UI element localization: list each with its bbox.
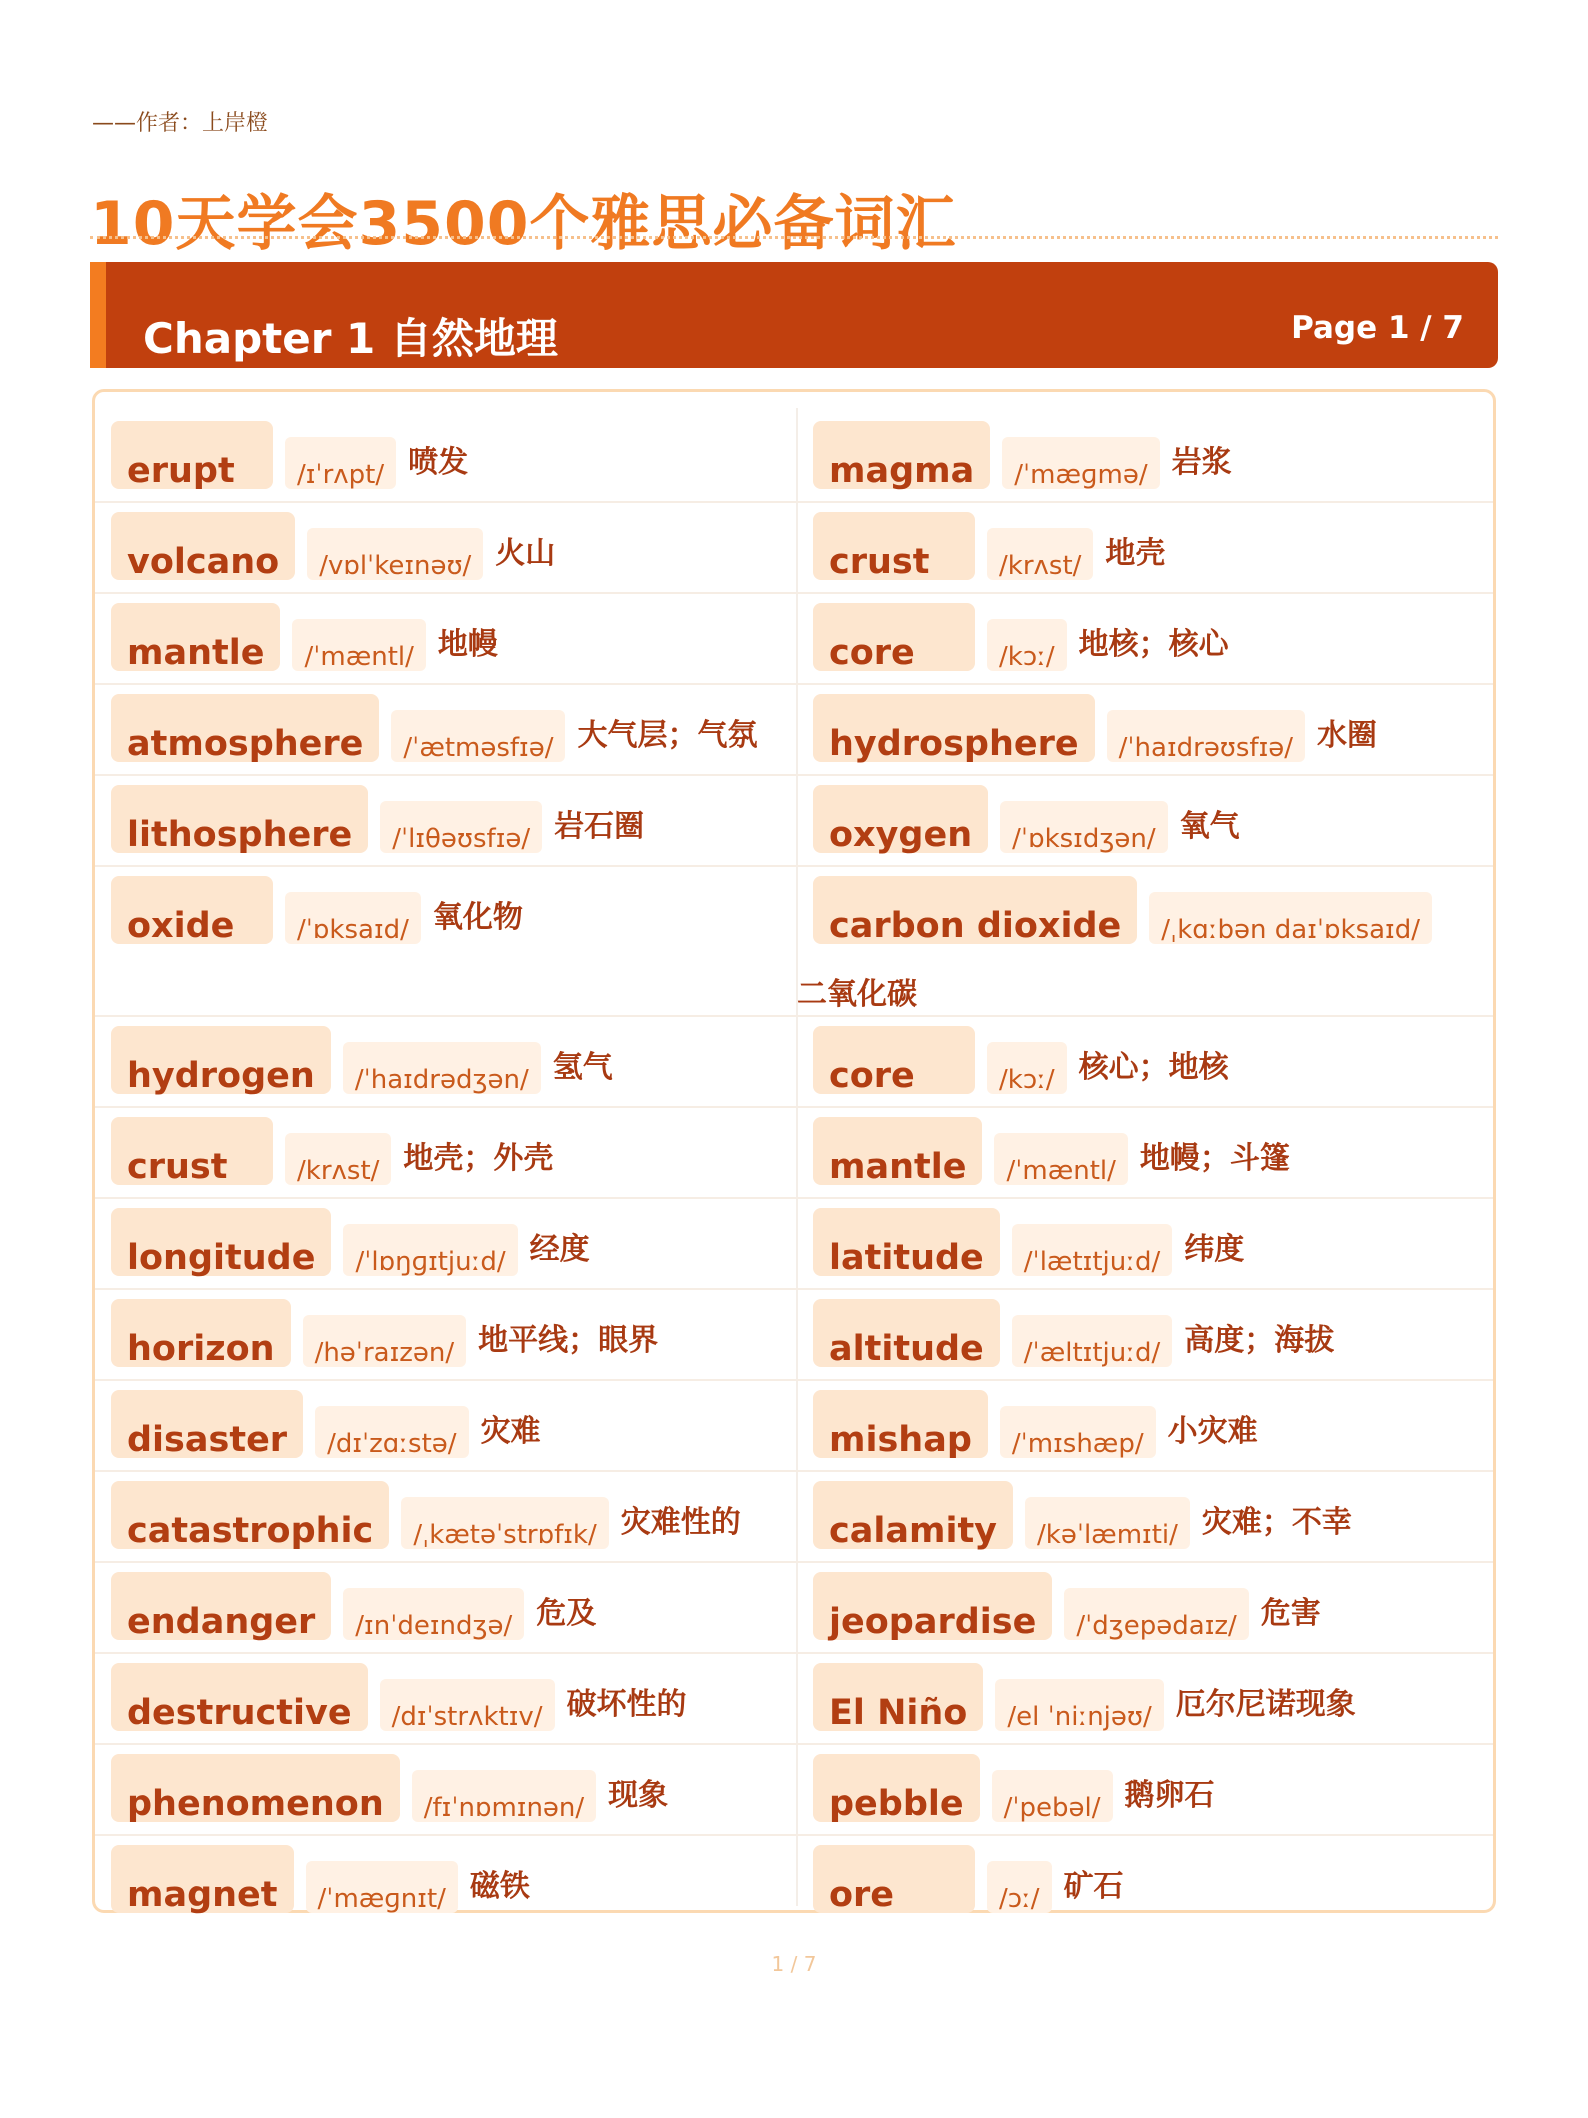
entry-line [813,1299,1334,1367]
vocab-word: volcano [111,512,295,580]
vocab-entry-left [95,592,795,683]
chinese-meaning: 破坏性的 [566,1687,687,1722]
chinese-meaning: 灾难；不幸 [1201,1505,1352,1540]
chinese-meaning: 氧化物 [432,900,523,935]
entry-line [813,1663,1356,1731]
entry-line [111,421,468,489]
vocab-entry-left [95,1106,795,1197]
vocab-word: oxygen [813,785,988,853]
vocab-word: mantle [813,1117,982,1185]
vocab-row [95,1106,1493,1199]
chapter-accent-bar [90,262,106,368]
entry-line [813,876,1432,944]
vocab-entry-right [797,1106,1493,1197]
entry-line [111,1390,541,1458]
entry-line [111,1572,596,1640]
entry-line [111,1208,590,1276]
entry-line [111,785,644,853]
entry-line [813,1845,1124,1913]
vocabulary-table [92,389,1496,1913]
phonetic-transcription: /kɔː/ [987,619,1067,671]
chinese-meaning: 地幔；斗篷 [1139,1141,1290,1176]
entry-line [813,1026,1229,1094]
chinese-meaning: 大气层；气氛 [577,718,758,753]
chinese-meaning: 磁铁 [469,1869,530,1904]
vocab-word: core [813,603,975,671]
vocab-row [95,865,1493,1017]
entry-line [111,1754,668,1822]
phonetic-transcription: /ɪnˈdeɪndʒə/ [343,1588,524,1640]
phonetic-transcription: /ˈæltɪtjuːd/ [1012,1315,1172,1367]
vocab-word: crust [813,512,975,580]
chinese-meaning: 经度 [529,1232,590,1267]
phonetic-transcription: /ˈmæntl/ [994,1133,1127,1185]
phonetic-transcription: /ˈmɪshæp/ [1000,1406,1156,1458]
chinese-meaning: 危及 [536,1596,597,1631]
vocab-row [95,1379,1493,1472]
vocab-entry-right [797,1743,1493,1834]
chinese-meaning: 地幔 [437,627,498,662]
phonetic-transcription: /ˈhaɪdrədʒən/ [343,1042,541,1094]
phonetic-transcription: /ˈmæɡnɪt/ [306,1861,458,1913]
entry-line [813,785,1240,853]
entry-line [813,603,1229,671]
vocab-row [95,501,1493,594]
entry-line [111,512,555,580]
chinese-meaning: 灾难性的 [620,1505,741,1540]
vocab-entry-right [797,1470,1493,1561]
chinese-meaning: 鹅卵石 [1124,1778,1215,1813]
entry-line [813,512,1165,580]
chinese-meaning: 岩石圈 [554,809,645,844]
phonetic-transcription: /dɪˈzɑːstə/ [315,1406,468,1458]
entry-line [813,421,1232,489]
phonetic-transcription: /ˈpebəl/ [992,1770,1113,1822]
phonetic-transcription: /vɒlˈkeɪnəʊ/ [307,528,483,580]
vocab-entry-right [797,1015,1493,1106]
phonetic-transcription: /el ˈniːnjəʊ/ [995,1679,1163,1731]
vocab-entry-right [797,1834,1493,1915]
vocab-entry-left [95,865,795,1015]
vocab-row [95,1743,1493,1836]
vocab-entry-left [95,1834,795,1915]
entry-line [813,1481,1352,1549]
vocab-entry-left [95,1288,795,1379]
phonetic-transcription: /ˈmæɡmə/ [1002,437,1159,489]
entry-line [111,1117,553,1185]
entry-line [813,1572,1321,1640]
vocab-entry-right [797,1197,1493,1288]
entry-line [111,1663,687,1731]
entry-line [813,1390,1258,1458]
vocab-word: hydrosphere [813,694,1095,762]
page-footer: 1 / 7 [771,1952,817,1976]
vocab-word: destructive [111,1663,368,1731]
vocab-entry-left [95,1561,795,1652]
vocab-entry-left [95,1470,795,1561]
entry-line [111,1299,658,1367]
phonetic-transcription: /ˈlætɪtjuːd/ [1012,1224,1172,1276]
phonetic-transcription: /ˌkɑːbən daɪˈɒksaɪd/ [1149,892,1432,944]
chinese-meaning: 二氧化碳 [797,977,917,1012]
vocab-row [95,1561,1493,1654]
vocab-word: mantle [111,603,280,671]
vocab-entry-left [95,1015,795,1106]
chinese-meaning: 地平线；眼界 [478,1323,659,1358]
document-title: 10天学会3500个雅思必备词汇 [90,189,957,259]
vocab-row [95,410,1493,503]
vocab-word: longitude [111,1208,331,1276]
vocab-entry-right [797,501,1493,592]
chinese-meaning: 矿石 [1063,1869,1124,1904]
vocab-word: pebble [813,1754,980,1822]
vocab-entry-left [95,501,795,592]
phonetic-transcription: /kɔː/ [987,1042,1067,1094]
entry-line [111,1845,530,1913]
chinese-meaning: 水圈 [1317,718,1377,753]
chinese-meaning: 地核；核心 [1078,627,1229,662]
vocab-word: endanger [111,1572,331,1640]
vocab-word: erupt [111,421,273,489]
phonetic-transcription: /ˈætməsfɪə/ [391,710,565,762]
page-indicator: Page 1 / 7 [1291,310,1464,346]
vocab-entry-right [797,683,1493,774]
vocab-word: magma [813,421,990,489]
chinese-meaning: 灾难 [480,1414,541,1449]
vocab-word: magnet [111,1845,294,1913]
vocab-entry-right [797,1379,1493,1470]
vocab-row [95,683,1493,776]
chapter-title: Chapter 1 自然地理 [143,314,558,363]
phonetic-transcription: /kəˈlæmɪti/ [1025,1497,1190,1549]
phonetic-transcription: /ˈhaɪdrəʊsfɪə/ [1107,710,1305,762]
phonetic-transcription: /ˌkætəˈstrɒfɪk/ [401,1497,608,1549]
vocab-word: calamity [813,1481,1013,1549]
author-line: ——作者：上岸橙 [92,111,269,136]
vocab-entry-left [95,1379,795,1470]
vocab-word: disaster [111,1390,303,1458]
phonetic-transcription: /ˈlɒŋɡɪtjuːd/ [343,1224,517,1276]
chinese-meaning: 现象 [608,1778,669,1813]
phonetic-transcription: /ˈɒksɪdʒən/ [1000,801,1167,853]
vocab-word: crust [111,1117,273,1185]
vocab-row [95,1652,1493,1745]
chinese-meaning: 喷发 [408,445,469,480]
chinese-meaning: 地壳 [1105,536,1166,571]
vocab-entry-right [797,1288,1493,1379]
vocab-entry-right [797,1652,1493,1743]
chinese-meaning: 核心；地核 [1078,1050,1229,1085]
vocab-row [95,1197,1493,1290]
vocab-word: ore [813,1845,975,1913]
vocab-row [95,1470,1493,1563]
vocab-entry-left [95,1197,795,1288]
vocab-row [95,1015,1493,1108]
vocab-entry-left [95,774,795,865]
vocab-entry-right [797,774,1493,865]
chinese-meaning: 岩浆 [1171,445,1232,480]
vocab-entry-left [95,410,795,501]
vocab-word: mishap [813,1390,988,1458]
vocab-row [95,1834,1493,1915]
vocab-entry-left [95,1652,795,1743]
vocab-entry-left [95,1743,795,1834]
chinese-meaning: 厄尔尼诺现象 [1175,1687,1356,1722]
phonetic-transcription: /ˈmæntl/ [292,619,425,671]
vocab-entry-right [797,592,1493,683]
vocab-word: El Niño [813,1663,983,1731]
vocab-word: core [813,1026,975,1094]
chapter-header [90,262,1498,368]
vocab-word: hydrogen [111,1026,331,1094]
vocab-entry-left [95,683,795,774]
entry-line [813,1117,1290,1185]
phonetic-transcription: /həˈraɪzən/ [303,1315,467,1367]
vocab-word: altitude [813,1299,1000,1367]
vocab-word: latitude [813,1208,1000,1276]
chinese-meaning: 危害 [1260,1596,1321,1631]
phonetic-transcription: /ɪˈrʌpt/ [285,437,396,489]
chinese-meaning: 小灾难 [1167,1414,1258,1449]
vocab-word: horizon [111,1299,291,1367]
vocab-entry-right [797,865,1493,1015]
phonetic-transcription: /ɔː/ [987,1861,1052,1913]
vocab-word: lithosphere [111,785,368,853]
vocab-entry-right [797,1561,1493,1652]
phonetic-transcription: /krʌst/ [987,528,1093,580]
chinese-meaning: 氧气 [1179,809,1240,844]
chinese-meaning: 纬度 [1184,1232,1245,1267]
vocab-row [95,592,1493,685]
chinese-meaning: 高度；海拔 [1184,1323,1335,1358]
entry-line [111,603,498,671]
entry-line [813,694,1377,762]
phonetic-transcription: /krʌst/ [285,1133,391,1185]
phonetic-transcription: /fɪˈnɒmɪnən/ [412,1770,596,1822]
entry-line [111,694,757,762]
phonetic-transcription: /ˈdʒepədaɪz/ [1064,1588,1248,1640]
vocab-word: catastrophic [111,1481,389,1549]
chinese-meaning: 氢气 [552,1050,613,1085]
phonetic-transcription: /ˈɒksaɪd/ [285,892,421,944]
chinese-meaning: 地壳；外壳 [403,1141,554,1176]
entry-line [111,876,523,944]
vocab-entry-right [797,410,1493,501]
vocab-word: jeopardise [813,1572,1052,1640]
entry-line [111,1481,741,1549]
vocab-word: phenomenon [111,1754,400,1822]
vocab-word: atmosphere [111,694,379,762]
title-divider [90,236,1498,239]
vocab-row [95,774,1493,867]
entry-line [813,1208,1244,1276]
chinese-meaning: 火山 [495,536,556,571]
vocab-row [95,1288,1493,1381]
entry-line [111,1026,613,1094]
entry-line [813,1754,1215,1822]
phonetic-transcription: /dɪˈstrʌktɪv/ [380,1679,555,1731]
phonetic-transcription: /ˈlɪθəʊsfɪə/ [380,801,542,853]
vocab-word: carbon dioxide [813,876,1137,944]
vocab-word: oxide [111,876,273,944]
